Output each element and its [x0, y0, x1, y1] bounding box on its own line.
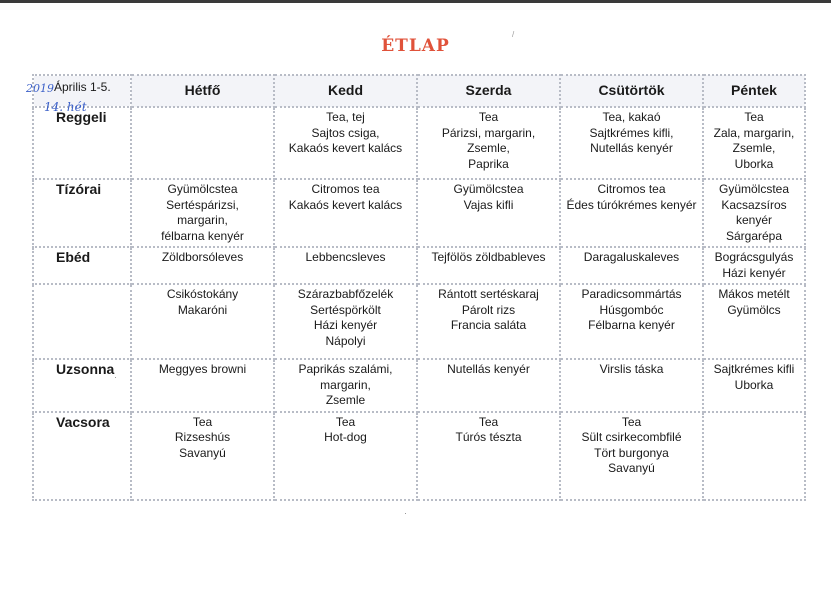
menu-item: Házi kenyér: [313, 318, 378, 332]
menu-item: Rántott sertéskaraj: [438, 287, 539, 301]
menu-cell: [131, 247, 274, 284]
menu-item: Sajtkrémes kifli,: [589, 125, 674, 140]
menu-cell: [703, 179, 805, 247]
menu-cell: [131, 359, 274, 412]
menu-item: Francia saláta: [450, 318, 527, 332]
menu-row: [33, 359, 805, 412]
menu-cell: [417, 107, 560, 179]
menu-item: Nápolyi: [325, 333, 366, 348]
menu-item: Félbarna kenyér: [588, 318, 675, 332]
week-dates: Április 1-5.: [54, 80, 111, 94]
day-header: Péntek: [703, 75, 805, 107]
menu-item: Mákos metélt: [718, 287, 790, 301]
menu-item: Savanyú: [608, 461, 655, 475]
menu-row: [33, 412, 805, 500]
menu-item: Gyümölcs: [727, 302, 781, 317]
menu-cell: [417, 179, 560, 247]
menu-item: Sajtkrémes kifli: [713, 362, 795, 376]
menu-item: Sertéspörkölt: [310, 302, 381, 317]
menu-item: Párolt rizs: [461, 302, 516, 317]
menu-cell: [703, 107, 805, 179]
handwritten-week-number: 14. hét: [44, 100, 87, 114]
menu-item: Zsemle,: [467, 141, 510, 155]
menu-item: Bográcsgulyás: [714, 250, 794, 264]
menu-cell: [274, 179, 417, 247]
menu-cell: [560, 359, 703, 412]
menu-item: Savanyú: [179, 445, 226, 460]
menu-item: Hot-dog: [324, 430, 367, 444]
menu-item: Tört burgonya: [594, 445, 669, 460]
menu-row: [33, 179, 805, 247]
meal-label: Tízórai: [33, 179, 131, 247]
menu-item: margarin,: [177, 213, 228, 227]
menu-item: Tea: [478, 414, 499, 429]
menu-item: Zsemle,: [732, 141, 776, 155]
day-header: Csütörtök: [560, 75, 703, 107]
menu-item: Tea: [744, 110, 764, 124]
menu-cell: [417, 412, 560, 500]
menu-item: Nutellás kenyér: [447, 362, 530, 376]
menu-item: Kacsazsíros kenyér: [721, 197, 787, 227]
handwritten-year: 2019: [26, 82, 54, 95]
menu-item: Húsgombóc: [599, 302, 664, 317]
menu-item: Sárgarépa: [725, 228, 783, 243]
menu-cell: [560, 284, 703, 359]
menu-item: Gyümölcstea: [167, 182, 238, 196]
menu-cell: [560, 107, 703, 179]
menu-item: Nutellás kenyér: [590, 141, 673, 155]
menu-item: Makaróni: [177, 302, 228, 317]
menu-item: Vajas kifli: [463, 197, 514, 212]
menu-cell: [560, 247, 703, 284]
menu-cell: [131, 412, 274, 500]
week-cell: [26, 75, 131, 114]
header-row: [33, 75, 805, 107]
menu-item: Tea, tej: [326, 110, 365, 124]
menu-item: Citromos tea: [311, 182, 380, 196]
menu-item: Tea, kakaó: [602, 110, 661, 124]
menu-item: Paradicsommártás: [581, 287, 682, 301]
menu-cell: [703, 284, 805, 359]
menu-cell: [417, 284, 560, 359]
menu-item: Meggyes browni: [158, 362, 247, 376]
menu-cell: [131, 107, 274, 179]
menu-item: Édes túrókrémes kenyér: [566, 197, 697, 212]
menu-item: Zala, margarin,: [713, 125, 795, 140]
menu-item: Tea: [335, 414, 356, 429]
weekly-menu-table: [26, 74, 806, 501]
menu-item: Kakaós kevert kalács: [288, 141, 403, 155]
menu-item: Házi kenyér: [722, 265, 786, 280]
menu-item: Csikóstokány: [166, 287, 239, 301]
menu-item: Párizsi, margarin,: [441, 125, 536, 140]
menu-item: Sült csirkecombfilé: [581, 430, 682, 444]
menu-cell: [560, 412, 703, 500]
menu-item: Citromos tea: [597, 182, 666, 196]
day-header: Hétfő: [131, 75, 274, 107]
menu-item: Tejfölös zöldbableves: [431, 250, 546, 264]
menu-item: Lebbencsleves: [305, 250, 386, 264]
day-header: Szerda: [417, 75, 560, 107]
menu-item: Tea: [478, 110, 499, 124]
meal-label: Ebéd: [33, 247, 131, 284]
menu-cell: [131, 284, 274, 359]
menu-cell: [703, 412, 805, 500]
menu-item: Uborka: [734, 377, 774, 392]
menu-cell: [703, 359, 805, 412]
meal-label: Vacsora: [33, 412, 131, 500]
menu-item: Daragaluskaleves: [583, 250, 680, 264]
meal-label: [33, 284, 131, 359]
menu-item: Uborka: [734, 156, 774, 171]
page-title: ÉTLAP: [381, 36, 450, 56]
scan-speck: ·: [114, 372, 117, 382]
menu-cell: [560, 179, 703, 247]
menu-item: Sajtos csiga,: [311, 125, 380, 140]
scan-top-edge: [0, 0, 831, 3]
menu-cell: [417, 247, 560, 284]
menu-item: Zöldborsóleves: [161, 250, 244, 264]
menu-item: Rizseshús: [174, 430, 231, 444]
menu-cell: [417, 359, 560, 412]
menu-cell: [703, 247, 805, 284]
meal-label: Uzsonna: [33, 359, 131, 412]
menu-item: Tea: [621, 414, 642, 429]
menu-cell: [274, 284, 417, 359]
menu-item: Gyümölcstea: [453, 182, 524, 196]
scan-speck: /: [512, 30, 515, 39]
menu-item: Kakaós kevert kalács: [288, 197, 403, 212]
menu-item: Virslis táska: [599, 362, 664, 376]
menu-item: Zsemle: [325, 393, 366, 407]
day-header: Kedd: [274, 75, 417, 107]
meal-label: Reggeli: [33, 107, 131, 179]
menu-item: félbarna kenyér: [161, 228, 244, 243]
menu-item: Paprika: [468, 156, 509, 171]
menu-item: Szárazbabfőzelék: [297, 287, 394, 301]
scan-speck: ·: [404, 508, 407, 518]
menu-row: [33, 107, 805, 179]
menu-row: [33, 247, 805, 284]
menu-item: Sertéspárizsi,: [166, 197, 239, 212]
menu-item: margarin,: [320, 377, 371, 392]
menu-cell: [131, 179, 274, 247]
menu-cell: [274, 107, 417, 179]
menu-item: Gyümölcstea: [718, 182, 790, 196]
menu-item: Paprikás szalámi,: [298, 362, 393, 376]
menu-cell: [274, 412, 417, 500]
menu-cell: [274, 359, 417, 412]
menu-item: Túrós tészta: [455, 430, 522, 444]
menu-item: Tea: [192, 414, 213, 429]
menu-row: [33, 284, 805, 359]
menu-cell: [274, 247, 417, 284]
